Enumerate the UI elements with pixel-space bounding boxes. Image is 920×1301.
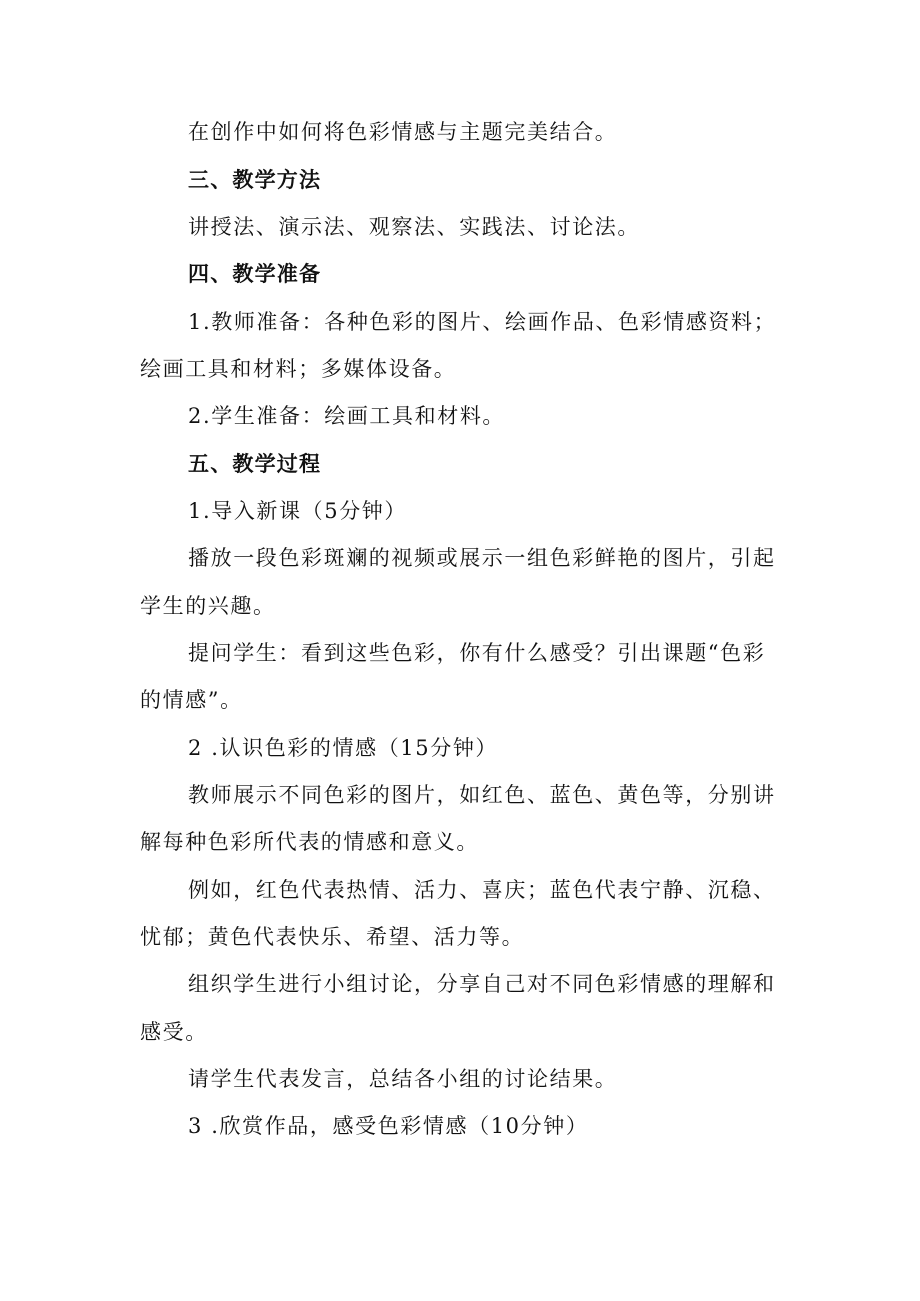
paragraph-line: 请学生代表发言，总结各小组的讨论结果。: [188, 1067, 618, 1091]
paragraph-line: 感受。: [140, 1020, 208, 1044]
paragraph-line: 忧郁；黄色代表快乐、希望、活力等。: [140, 925, 525, 949]
paragraph-line: 提问学生：看到这些色彩，你有什么感受？引出课题“色彩: [188, 641, 766, 665]
list-item-student-prep: 2.学生准备：绘画工具和材料。: [188, 404, 506, 428]
paragraph-line: 播放一段色彩斑斓的视频或展示一组色彩鲜艳的图片，引起: [188, 546, 776, 570]
paragraph-line: 教师展示不同色彩的图片，如红色、蓝色、黄色等，分别讲: [188, 783, 776, 807]
paragraph-line: 在创作中如何将色彩情感与主题完美结合。: [188, 120, 618, 144]
paragraph-line: 组织学生进行小组讨论，分享自己对不同色彩情感的理解和: [188, 972, 776, 996]
list-item-teacher-prep: 1.教师准备：各种色彩的图片、绘画作品、色彩情感资料；: [188, 310, 777, 334]
paragraph-line: 学生的兴趣。: [140, 594, 276, 618]
paragraph-line: 绘画工具和材料；多媒体设备。: [140, 357, 457, 381]
section-heading-process: 五、教学过程: [188, 452, 322, 476]
section-heading-preparation: 四、教学准备: [188, 262, 322, 286]
paragraph-line: 的情感”。: [140, 688, 243, 712]
section-heading-methods: 三、教学方法: [188, 168, 322, 192]
paragraph-line: 讲授法、演示法、观察法、实践法、讨论法。: [188, 215, 640, 239]
paragraph-line: 例如，红色代表热情、活力、喜庆；蓝色代表宁静、沉稳、: [188, 878, 776, 902]
subheading-understand: 2 .认识色彩的情感（15分钟）: [188, 736, 499, 760]
paragraph-line: 解每种色彩所代表的情感和意义。: [140, 830, 479, 854]
subheading-intro: 1.导入新课（5分钟）: [188, 499, 407, 523]
subheading-appreciate: 3 .欣赏作品，感受色彩情感（10分钟）: [188, 1114, 589, 1138]
